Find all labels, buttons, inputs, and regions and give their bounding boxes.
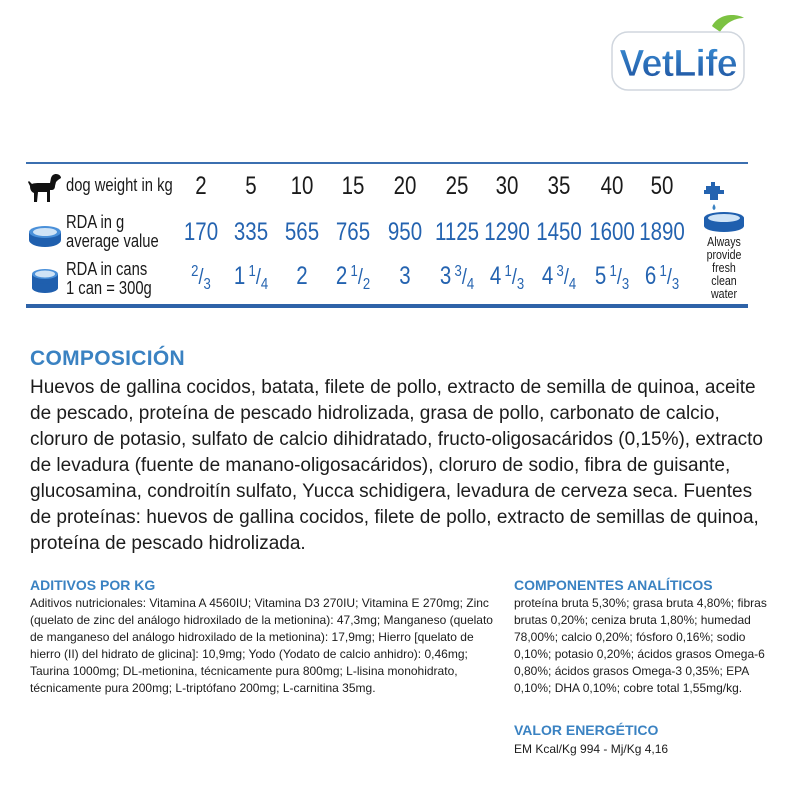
rda-cans-value [440,262,474,291]
cans-fraction [659,263,680,293]
rda-grams-value: 565 [284,218,320,246]
weight-value: 10 [290,172,314,200]
rda-cans-value [336,262,370,291]
fraction-numerator: 2 [191,263,199,280]
fraction-denominator: 3 [621,276,630,293]
row-label-rda-line1: RDA in g [66,212,125,232]
cans-whole: 1 [233,262,246,290]
cans-whole: 4 [541,262,554,290]
cans-fraction [248,263,269,293]
row-label-cans [66,260,152,298]
fraction-slash: / [255,264,261,289]
cans-fraction [609,263,630,293]
energy-title: VALOR ENERGÉTICO [514,722,659,738]
weight-value: 25 [445,172,469,200]
rda-cans-value [234,262,268,291]
cans-whole: 2 [335,262,348,290]
rda-grams-value: 765 [335,218,371,246]
row-label-rda-line2: average value [66,231,159,251]
cans-fraction [454,263,475,293]
row-label-rda [66,213,159,251]
fraction-slash: / [198,264,204,289]
weight-value: 40 [600,172,624,200]
composition-title: COMPOSICIÓN [30,347,185,370]
cans-whole: 4 [489,262,502,290]
table-bottom-rule [26,304,748,308]
rda-grams-value: 950 [387,218,423,246]
table-top-rule [26,162,748,164]
water-note-line1: Always [707,235,741,249]
rda-cans-value [542,262,576,291]
rda-cans-value [645,262,679,291]
analytics-title: COMPONENTES ANALÍTICOS [514,577,713,593]
water-note-line2: provide fresh [706,248,742,275]
weight-value: 20 [393,172,417,200]
fraction-slash: / [563,264,569,289]
weight-value: 35 [547,172,571,200]
fraction-denominator: 4 [466,276,475,293]
fraction-denominator: 3 [203,276,211,293]
fraction-numerator: 1 [350,263,358,280]
dog-icon [26,172,62,204]
analytics-text: proteína bruta 5,30%; grasa bruta 4,80%; fibras brutas 0,20%; ceniza bruta 1,80%; humedad 78,00%; calcio 0,20%; fósforo 0,16%; sodio 0,10%; potasio 0,20%; ácidos grasos Omega-6 0,80%; ácidos grasos Omega-3 0,35%; EPA 0,10%; DHA 0,10%; cobre total 1,55mg/kg. [514,596,767,695]
rda-cans-value [490,262,524,291]
bowl-icon [28,222,62,248]
cans-fraction [191,263,211,293]
fraction-numerator: 1 [248,263,256,280]
rda-grams-value: 1600 [589,218,635,246]
fraction-slash: / [461,264,467,289]
energy-text: EM Kcal/Kg 994 - Mj/Kg 4,16 [514,742,669,756]
logo-text: VetLife [619,43,737,85]
fraction-numerator: 1 [659,263,667,280]
fraction-numerator: 3 [556,263,564,280]
fraction-slash: / [666,264,672,289]
water-note-line3: clean water [710,274,737,301]
vetlife-logo [608,12,748,94]
fraction-numerator: 3 [454,263,462,280]
weight-value: 2 [195,172,207,200]
fraction-denominator: 3 [671,276,680,293]
weight-value: 50 [650,172,674,200]
rda-grams-value: 1890 [639,218,685,246]
row-label-weight: dog weight in kg [66,175,173,195]
can-icon [30,268,60,294]
cans-whole: 5 [594,262,607,290]
rda-grams-value: 1450 [536,218,582,246]
row-label-cans-line1: RDA in cans [66,259,148,279]
rda-cans-value [191,262,211,291]
fraction-slash: / [616,264,622,289]
cans-whole: 3 [439,262,452,290]
cans-fraction [504,263,525,293]
rda-cans-value [595,262,629,291]
cans-whole: 2 [296,262,308,290]
row-label-cans-line2: 1 can = 300g [66,278,152,298]
cans-fraction [556,263,577,293]
rda-cans-value [399,262,410,291]
fraction-numerator: 1 [609,263,617,280]
cans-whole: 6 [644,262,657,290]
cans-whole: 3 [399,262,411,290]
weight-value: 5 [245,172,257,200]
weight-value: 15 [341,172,365,200]
rda-grams-value: 170 [183,218,219,246]
cans-fraction [350,263,371,293]
fraction-slash: / [357,264,363,289]
additives-title: ADITIVOS POR KG [30,577,156,593]
fraction-numerator: 1 [504,263,512,280]
additives-text: Aditivos nutricionales: Vitamina A 4560IU; Vitamina D3 270IU; Vitamina E 270mg; Zinc (quelato de zinc del análogo hidroxilado de la metionina): 47,3mg; Manganeso (quelato de manganeso del análogo hidroxilado de la metionina): 17,9mg; Hierro [quelato de hierro (II) del hidrato de glicina]: 10,9mg; Yodo (Yodato de calcio anhidro): 0,46mg; Taurina 1000mg; DL-metionina, técnicamente pura 800mg; L-lisina monohidrato, técnicamente pura 200mg; L-triptófano 200mg; L-carnitina 35mg. [30,596,493,695]
rda-grams-value: 1290 [484,218,530,246]
rda-cans-value [296,262,307,291]
rda-grams-value: 335 [233,218,269,246]
weight-value: 30 [495,172,519,200]
water-tap-icon [700,180,748,236]
composition-text: Huevos de gallina cocidos, batata, filete de pollo, extracto de semilla de quinoa, aceite de pescado, proteína de pescado hidrolizada, grasa de pollo, carbonato de calcio, cloruro de potasio, sulfato de calcio dihidratado, fructo-oligosacáridos (0,15%), extracto de levadura (fuente de manano-oligosacáridos), cloruro de sodio, fibra de guisante, glucosamina, condroitín sulfato, Yucca schidigera, levadura de cerveza seca. Fuentes de proteínas: huevos de gallina cocidos, filete de pollo, extracto de semillas de quinoa, proteína de pescado hidrolizada. [30,377,763,554]
fraction-denominator: 2 [362,276,371,293]
water-note [699,236,750,301]
fraction-slash: / [511,264,517,289]
fraction-denominator: 3 [516,276,525,293]
rda-grams-value: 1125 [434,218,480,246]
fraction-denominator: 4 [260,276,269,293]
fraction-denominator: 4 [568,276,577,293]
